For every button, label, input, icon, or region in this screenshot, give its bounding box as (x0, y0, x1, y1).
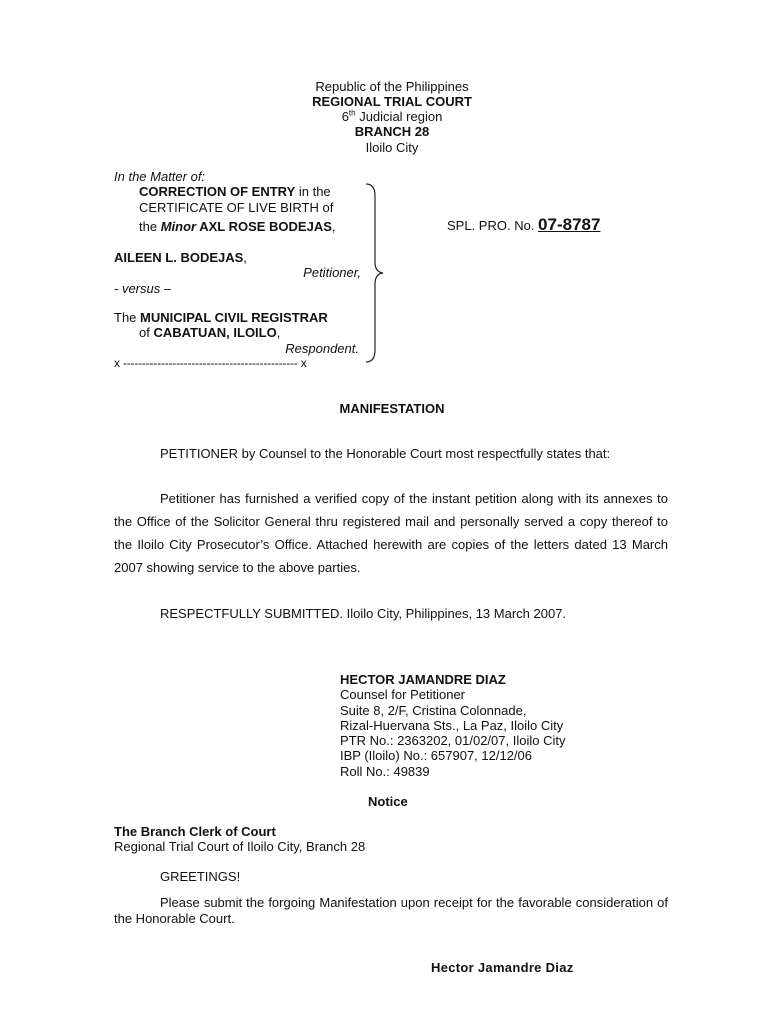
caption-the-prefix: the (139, 219, 161, 234)
counsel-ibp: IBP (Iloilo) No.: 657907, 12/12/06 (340, 748, 532, 763)
case-label: SPL. PRO. No. (447, 218, 539, 233)
caption-minor-line (139, 219, 336, 234)
caption-versus: - versus – (114, 281, 172, 296)
header-region-text: Judicial region (355, 109, 443, 124)
document-closing: RESPECTFULLY SUBMITTED. Iloilo City, Philippines, 13 March 2007. (160, 606, 567, 621)
header-region-sup: th (348, 108, 356, 118)
caption-petitioner-line (114, 250, 247, 265)
notice-greeting: GREETINGS! (160, 869, 241, 884)
caption-respondent-name: MUNICIPAL CIVIL REGISTRAR (140, 310, 328, 325)
caption-correction-bold: CORRECTION OF ENTRY (139, 184, 296, 199)
counsel-name: HECTOR JAMANDRE DIAZ (340, 672, 506, 687)
notice-body: Please submit the forgoing Manifestation upon receipt for the favorable consideration of the Honorable Court. (114, 895, 668, 926)
caption-respondent-place: CABATUAN, ILOILO (153, 325, 277, 340)
counsel-ptr: PTR No.: 2363202, 01/02/07, Iloilo City (340, 733, 566, 748)
counsel-role: Counsel for Petitioner (340, 687, 466, 702)
header-court: REGIONAL TRIAL COURT (312, 94, 472, 109)
caption-petitioner-name: AILEEN L. BODEJAS (114, 250, 244, 265)
caption-brace (363, 182, 387, 364)
header-city: Iloilo City (365, 140, 419, 155)
caption-certificate: CERTIFICATE OF LIVE BIRTH of (139, 200, 334, 215)
counsel-roll: Roll No.: 49839 (340, 764, 430, 779)
caption-correction-rest: in the (295, 184, 331, 199)
header-region (0, 109, 768, 124)
counsel-address-2: Rizal-Huervana Sts., La Paz, Iloilo City (340, 718, 564, 733)
notice-addressee-court: Regional Trial Court of Iloilo City, Branch 28 (114, 839, 366, 854)
header-branch: BRANCH 28 (354, 124, 430, 139)
caption-respondent-line (114, 310, 328, 325)
caption-correction (139, 184, 331, 199)
caption-minor-word: Minor (160, 219, 197, 234)
caption-minor-name: AXL ROSE BODEJAS (196, 219, 332, 234)
caption-comma-1: , (331, 219, 336, 234)
header-republic: Republic of the Philippines (315, 79, 469, 94)
caption-comma-3: , (276, 325, 281, 340)
case-number: 07-8787 (538, 215, 601, 234)
caption-in-matter: In the Matter of: (114, 169, 206, 184)
caption-comma-2: , (243, 250, 247, 265)
document-body: Petitioner has furnished a verified copy of the instant petition along with its annexes to the Office of the Solicitor General thru registered mail and personally served a copy thereof to the Iloilo City Prosecutor’s Office. Attached herewith are copies of the letters dated 13 March 2007 showing service to the above parties. (114, 491, 668, 575)
caption-the-word: The (114, 310, 141, 325)
counsel-address-1: Suite 8, 2/F, Cristina Colonnade, (340, 703, 527, 718)
caption-separator: x ---------------------------------------------- x (114, 356, 307, 370)
caption-of-word: of (139, 325, 154, 340)
document-intro: PETITIONER by Counsel to the Honorable Court most respectfully states that: (160, 446, 611, 461)
caption-petitioner-role: Petitioner, (303, 265, 361, 280)
notice-addressee: The Branch Clerk of Court (114, 824, 276, 839)
notice-signature: Hector Jamandre Diaz (431, 960, 574, 975)
caption-respondent-place-line (139, 325, 280, 340)
case-number-line (447, 217, 600, 233)
header-region-num: 6 (341, 109, 349, 124)
document-title: MANIFESTATION (339, 401, 445, 416)
notice-title: Notice (368, 794, 408, 809)
caption-respondent-role: Respondent. (285, 341, 359, 356)
